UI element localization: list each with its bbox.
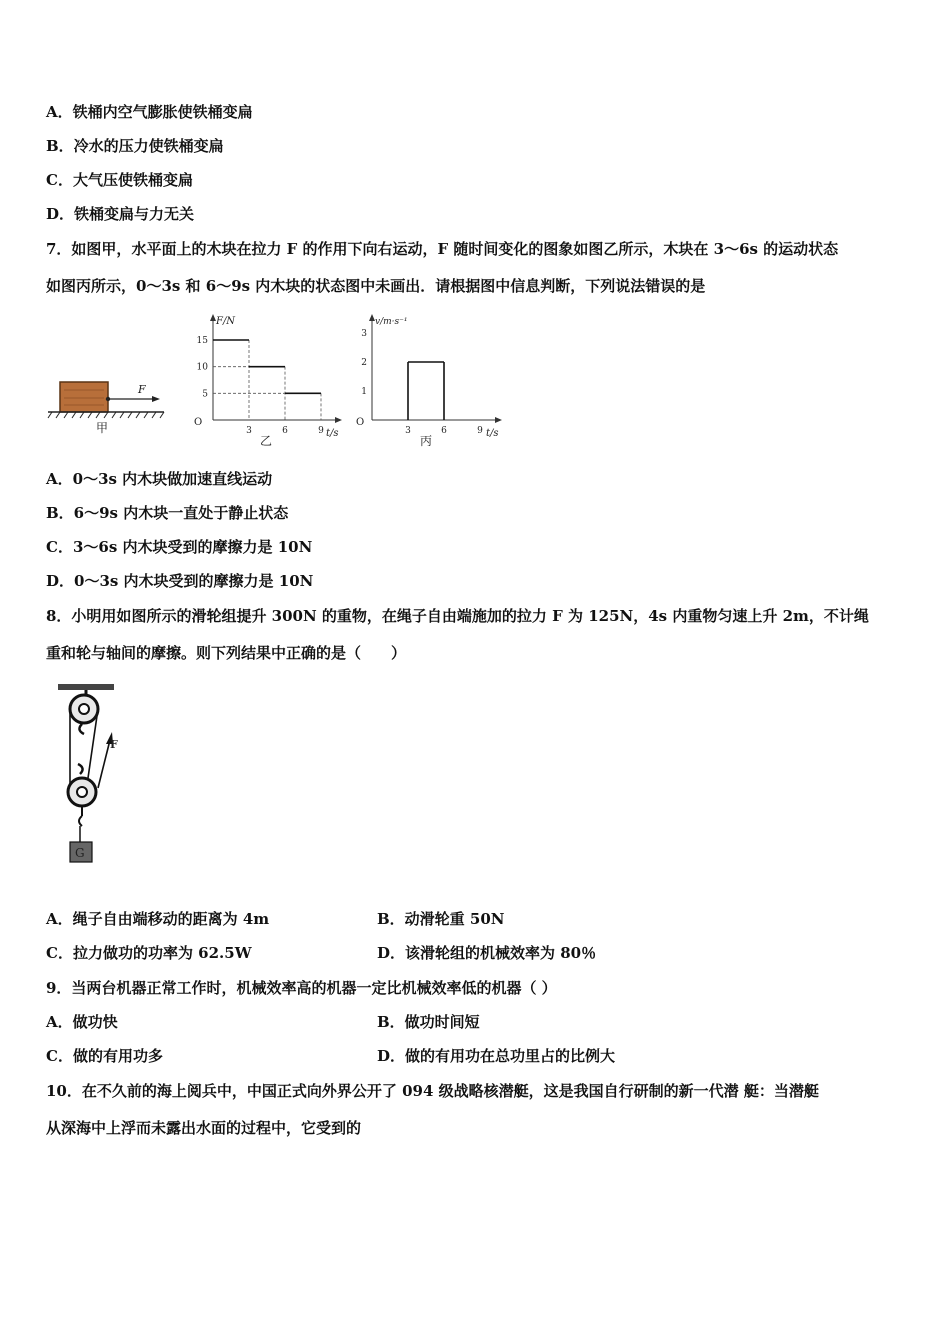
q7-stem-line2: 如图丙所示，0～3s 和 6～9s 内木块的状态图中未画出．请根据图中信息判断，下列说法错误的是 [46,277,706,295]
q7-chart-yi [190,310,350,450]
ytick-5: 5 [202,389,208,400]
q9-option-b: B．做功时间短 [377,1013,480,1031]
force-label-f: F [138,383,146,396]
caption-bing: 丙 [420,434,433,448]
q6-option-d: D．铁桶变扁与力无关 [46,205,195,223]
xlabel: t/s [486,428,499,439]
q8-option-b: B．动滑轮重 50N [377,910,505,928]
q10-stem-line2: 从深海中上浮而未露出水面的过程中，它受到的 [46,1119,362,1137]
xtick-3: 3 [405,426,411,436]
q8-pulley-figure [52,680,142,868]
ground-hatching [48,412,164,418]
ytick-1: 1 [361,387,367,397]
q10-stem-line1: 10．在不久前的海上阅兵中，中国正式向外界公开了 094 级战略核潜艇，这是我国自行研制的新一代潜 艇：当潜艇 [46,1082,819,1100]
q9-stem: 9．当两台机器正常工作时，机械效率高的机器一定比机械效率低的机器（ ） [46,979,557,997]
xtick-9: 9 [477,426,483,436]
q8-stem-line1: 8．小明用如图所示的滑轮组提升 300N 的重物，在绳子自由端施加的拉力 F 为 125N，4s 内重物匀速上升 2m，不计绳 [46,607,869,625]
origin-label: O [194,417,203,428]
ylabel: F/N [216,316,236,327]
q8-option-d: D．该滑轮组的机械效率为 80％ [377,944,597,962]
q7-stem-line1: 7．如图甲，水平面上的木块在拉力 F 的作用下向右运动，F 随时间变化的图象如图乙所示，木块在 3～6s 的运动状态 [46,240,839,258]
q6-option-c: C．大气压使铁桶变扁 [46,171,193,189]
q9-option-c: C．做的有用功多 [46,1047,163,1065]
velocity-series [408,362,444,420]
q7-option-c: C．3～6s 内木块受到的摩擦力是 10N [46,538,313,556]
q7-option-a: A．0～3s 内木块做加速直线运动 [46,470,273,488]
ceiling [58,684,114,690]
q7-option-b: B．6～9s 内木块一直处于静止状态 [46,504,289,522]
xtick-6: 6 [441,426,447,436]
force-label-f: F [110,738,118,751]
origin-label: O [356,417,365,428]
q9-option-a: A．做功快 [46,1013,118,1031]
xtick-9: 9 [318,426,324,436]
q8-option-a: A．绳子自由端移动的距离为 4m [46,910,270,928]
ytick-2: 2 [361,358,367,368]
q6-option-b: B．冷水的压力使铁桶变扁 [46,137,224,155]
xlabel: t/s [326,428,339,439]
ytick-10: 10 [196,362,208,373]
ytick-3: 3 [361,329,367,339]
guide-lines [213,340,321,420]
q8-stem-line2: 重和轮与轴间的摩擦。则下列结果中正确的是（ ） [46,644,407,662]
force-rope [98,740,110,788]
q8-option-c: C．拉力做功的功率为 62.5W [46,944,252,962]
q7-chart-bing [350,310,510,450]
xtick-3: 3 [246,426,252,436]
caption-yi: 乙 [260,434,273,448]
wooden-block [60,382,108,412]
caption-jia: 甲 [96,421,109,435]
q9-option-d: D．做的有用功在总功里占的比例大 [377,1047,616,1065]
xtick-6: 6 [282,426,288,436]
weight-label-g: G [75,846,85,860]
q7-option-d: D．0～3s 内木块受到的摩擦力是 10N [46,572,314,590]
q6-option-a: A．铁桶内空气膨胀使铁桶变扁 [46,103,253,121]
ylabel: v/m·s⁻¹ [375,317,408,327]
ytick-15: 15 [196,336,208,346]
q7-figure-jia [44,368,174,440]
